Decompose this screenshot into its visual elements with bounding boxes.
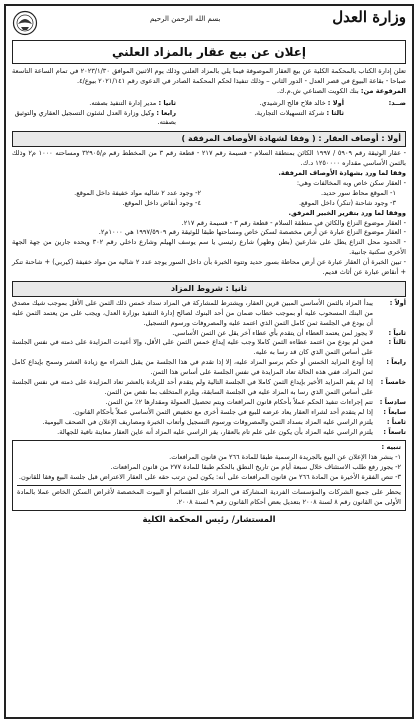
expert-line: - الحدود محل النزاع يطل على شارعين (بطن وظهر) شارع رئيسي يا سم يوسف الهيلم وشارع داخلي رقم ٣٠٢ ويحده جارين من جهة الجهة الأخرى سكنية جانبية. [12,238,407,257]
term-text: إذا لم يتقدم أحد لشراء العقار يعاد عرضه للبيع في جلسة أخرى مع تخفيض الثمن الأساسي عملاً بأحكام القانون. [72,407,373,416]
certificate-line: - العقار سكن خاص وبه المخالفات وهي: [296,179,406,188]
violations-list [12,189,406,209]
defendant-label: ضــد: [388,98,406,107]
term-text: إذا أودع المزايد الخمس أو حكم برسو المزاد عليه، إلا إذا تقدم في هذا الجلسة من يقبل الشراء مع زيادة العشر وسمح بإيداع كامل ثمن المزاد، ففي هذه الحالة تعاد المزايدة في نفس الجلسة على أساس هذا الثمن. [12,358,373,377]
divider [17,485,401,486]
term-number: ثامناً : [386,417,406,426]
term-number: ثانياً : [388,328,406,337]
term-number: سادساً : [379,397,406,406]
term-text: يلتزم الراسي عليه المزاد بأن يكون على علم تام بالعقار، يقر الراسي عليه المزاد أنه عاين العقار معاينة نافية للجهالة. [57,427,373,436]
defendant-first: أولا : خالد فلاح فالح الرشيدي. [259,98,344,107]
term-number: خامساً : [380,378,406,387]
expert-line: - العقار موضوع النزاع والكائن في منطقة السلام - قطعة رقم ٣ - قسيمة رقم ٢١٧. [181,218,406,227]
note-line: ٣- تنص الفقرة الأخيرة من المادة ٢٦٦ من قانون المرافعات على أنه: يكون لمن ترتب حقه على العقار الاعتراض قبل جلسة البيع وفقا للقانون. [18,473,401,482]
terms-list [12,299,406,437]
expert-line: - العقار موضوع النزاع عبارة عن أرض مخصصة لسكن خاص ومساحتها طبقا للوثيقة رقم ١٩٩٧/٥٩٠٩ هي ١٠٠٠م٢. [98,228,406,237]
defendant-second: ثانيا : مدير إدارة التنفيذ بصفته. [89,98,176,107]
footer-note: يحظر على جميع الشركات والمؤسسات الفردية المشاركة في المزاد على القسائم أو البيوت المخصصة لأغراض السكن الخاص عملا بالمادة الأولى من القانون رقم ٨ لسنة ٢٠٠٨ بتعديل بعض أحكام القانون رقم ٩ لسنة ٢٠٠٨. [17,487,401,506]
defendants-block [12,99,406,129]
term-text: إذا لم يقم المزايد الأخير بإيداع الثمن كاملا في الجلسة التالية ولم يتقدم أحد للزيادة بالعشر تعاد المزايدة على ذمته في نفس الجلسة على أساس الثمن الذي رسا به المزاد عليه في الجلسة السابقة، ويلزم المتخلف بما نقص من الثمن. [12,378,373,396]
term-text: يلتزم الراسي عليه المزاد بسداد الثمن والمصروفات ورسوم التسجيل وأتعاب الخبرة ومصاريف الإعلان في الصحف اليومية. [42,417,373,426]
basmala: بسم الله الرحمن الرحيم [149,15,221,23]
announcement-page [4,4,414,719]
section-property-description-title: أولا : أوصاف العقار : ( وفقا لشهادة الأوصاف المرفقة ) [12,131,406,147]
violation-item: ١- الموقع محاط سور حديد. [321,188,396,197]
term-text: لا يجوز لمن يعتمد العطاء أن يتقدم بأي عطاء آخر يقل عن الثمن الأساسي. [172,328,373,337]
notes-box [12,440,406,510]
notes-title: تنبيه : [381,443,401,452]
ministry-name: وزارة العدل [332,8,406,26]
violation-item: ٤- وجود أنقاض داخل الموقع. [122,198,201,207]
announcement-title: إعلان عن بيع عقار بالمزاد العلني [12,40,406,64]
note-line: ٢- يجوز رفع طلب الاستئناف خلال سبعة أيام من تاريخ النطق بالحكم طبقا للمادة ٢٧٧ من قانون المرافعات. [110,463,401,472]
violation-item: ٣- وجود شاحنة (تنكر) داخل الموقع. [298,198,396,207]
signature-line: المستشار/ رئيس المحكمة الكلية [142,514,276,525]
expert-report-title: ووفقا لما ورد بتقرير الخبير المرفق. [288,208,406,217]
term-text: يبدأ المزاد بالثمن الأساسي المبين قرين العقار، ويشترط للمشاركة في المزاد سداد خمس ذلك الثمن على الأقل بموجب شيك مصدق من البنك المسحوب عليه أو بموجب خطاب ضمان من أحد البنوك لصالح إدارة التنفيذ بوزارة العدل، ويجب على من يعتمد الثمن عليه أن يودع في الجلسة ثمن كامل الثمن الذي اعتمد عليه والمصروفات ورسوم التسجيل. [12,298,373,327]
violation-item: ٢- وجود عدد ٢ شاليه مواد خفيفة داخل الموقع. [74,188,201,197]
section-auction-terms-title: ثانيا : شروط المزاد [12,281,406,297]
certificate-title: وفقا لما ورد بشهادة الأوصاف المرفقة. [278,169,406,178]
term-text: فمن لم يودع من اعتمد عطاءه الثمن كاملا وجب عليه إيداع خمس الثمن على الأقل، وإلا أعيدت المزايدة على ذمته في نفس الجلسة على أساس الثمن الذي كان قد رسا به عليه. [12,338,373,357]
defendant-fourth: رابعا : وكيل وزارة العدل لشئون التسجيل العقاري والتوثيق بصفته. [14,108,176,127]
defendant-third: ثالثا : شركة التسهيلات التجارية. [254,108,344,117]
term-number: سابعاً : [383,407,406,416]
term-number: تاسعاً : [383,427,406,436]
property-deed: - عقار الوثيقة رقم ٥٩٠٩ / ١٩٩٧ الكائن بمنطقة السلام - قسيمة رقم ٢١٧ - قطعة رقم ٣ من المخطط رقم م/٣٢٩٠٥ ومساحته ١٠٠٠ م٢ وذلك بالثمن الأساسي مقداره ١٢٥٠٠٠٠ د.ك. [12,149,406,168]
plaintiff-line [12,87,406,97]
term-number: رابعاً : [386,358,406,367]
state-emblem-icon [12,10,38,36]
plaintiff-name: بنك الكويت الصناعي ش.م.ك. [277,86,359,95]
header [12,10,406,38]
term-number: أولاً : [389,298,406,307]
intro-paragraph: تعلن إدارة الكتاب بالمحكمة الكلية عن بيع العقار الموصوفة فيما يلي بالمزاد العلني وذلك يوم الاثنين الموافق ٢٠٢٣/١/٣٠ في تمام الساعة التاسعة صباحا - بقاعة البيوع في قصر العدل - الدور الثاني – وذلك تنفيذا لحكم المحكمة الصادر في الدعوى رقم ٢٠٢١/١٤١ بيوع/٤. [12,67,407,85]
term-text: تتم إجراءات تنفيذ الحكم عملاً بأحكام قانون المرافعات ويتم تحصيل العمولة ومقدارها ٢٪ من الثمن. [105,397,373,406]
expert-line: - تبين الخبرة أن العقار عبارة عن أرض محاطة بسور حديد وتتوه الخبرة بأن داخل السور يوجد عدد ٢ شاليه من مواد خفيفة (كيربي) + شاحنة تنكر + أنقاض عبارة عن أثاث قديم. [12,258,406,277]
plaintiff-label: المرفوعة من: [360,86,406,95]
term-number: ثالثاً : [388,338,406,347]
note-line: ١- ينشر هذا الإعلان عن البيع بالجريدة الرسمية طبقا للمادة ٢٦٦ من قانون المرافعات. [169,453,401,462]
